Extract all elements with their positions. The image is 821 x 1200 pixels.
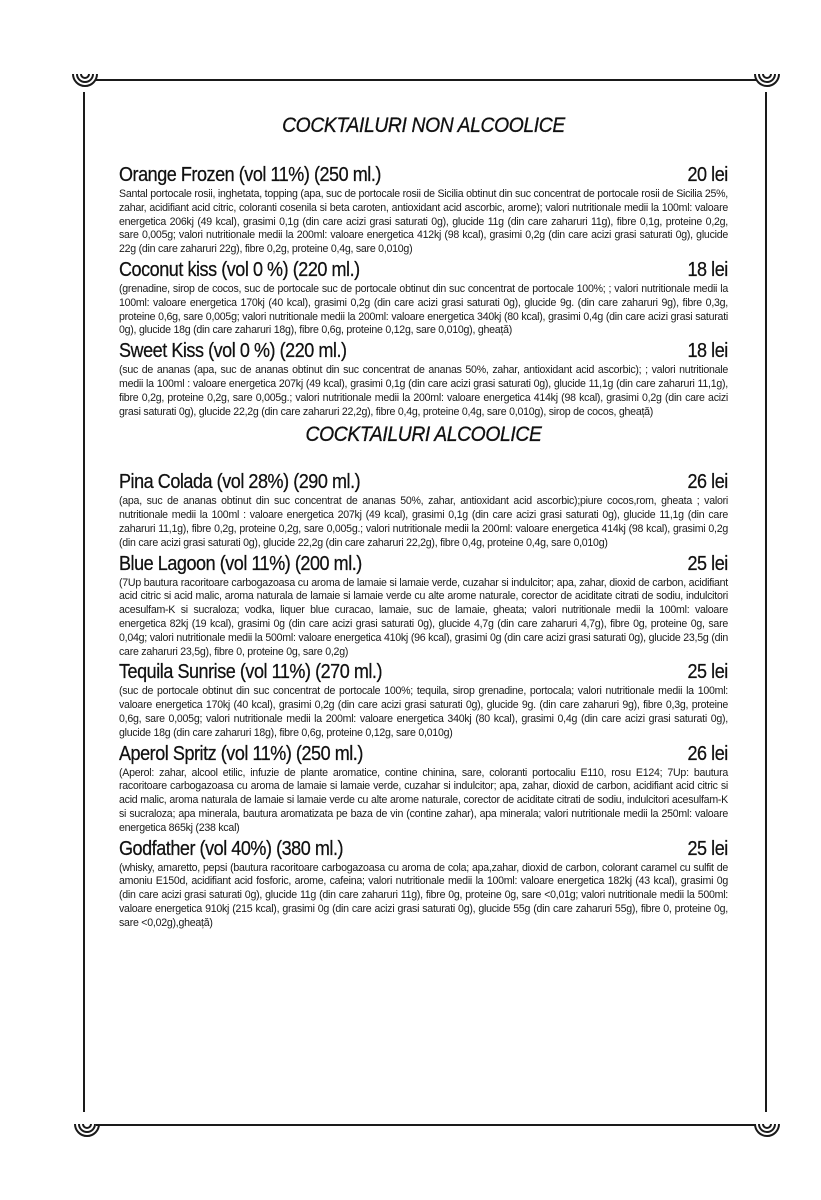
menu-item-sweet-kiss [119,340,728,419]
item-name: Tequila Sunrise (vol 11%) (270 ml.) [119,661,383,684]
menu-item-godfather [119,838,728,931]
frame-left-border [83,92,85,1112]
menu-item-blue-lagoon [119,553,728,660]
item-name: Pina Colada (vol 28%) (290 ml.) [119,471,361,494]
menu-item-aperol-spritz [119,743,728,836]
item-price: 26 lei [687,471,728,494]
item-price: 18 lei [687,258,728,281]
item-price: 26 lei [687,742,728,765]
frame-right-border [765,92,767,1112]
item-price: 25 lei [687,661,728,684]
corner-ornament-icon [750,1118,784,1142]
item-description: Santal portocale rosii, inghetata, topping (apa, suc de portocale rosii de Sicilia obtinut din suc concentrat de portocale rosii de Sicilia 25%, zahar, acidifiant acid citric, coloranti cosenila si beta caroten, antioxidant acid ascorbic, arome); valori nutritionale medii la 100ml: valoare energetica 206kj (49 kcal), grasimi 0,1g (din care acizi grasi saturati 0g), glucide 11g (din care zaharuri 11g), fibre 0,1g, proteine 0,2g, sare 0,005g; valori nutritionale medii la 200ml: valoare energetica 412kj (98 kcal), grasimi 0,2g (din care acizi grasi saturati 0g), glucide 22g (din care zaharuri 22g), fibre 0,2g, proteine 0,4g, sare 0,010g) [119,188,728,256]
corner-ornament-icon [68,68,102,92]
section-title-alcoholic: COCKTAILURI ALCOOLICE [305,423,542,447]
menu-item-tequila-sunrise [119,661,728,740]
item-description: (whisky, amaretto, pepsi (bautura racoritoare carbogazoasa cu aroma de cola; apa,zahar, dioxid de carbon, colorant caramel cu sulfit de amoniu E150d, acidifiant acid fosforic, arome, cafeina; valori nutritionale medii la 100ml: valoare energetica 182kj (43 kcal), grasimi 0g (din care acizi grasi saturati 0g), glucide 11g (din care zaharuri 11g), fibre 0g, proteine 0g, sare <0,01g; valori nutritionale medii la 500ml: valoare energetica 910kj (215 kcal), grasimi 0g (din care acizi grasi saturati 0g), glucide 55g (din care zaharuri 55g), fibre 0, proteine 0g, sare <0,02g),gheață) [119,861,728,929]
item-name: Blue Lagoon (vol 11%) (200 ml.) [119,552,362,575]
menu-item-pina-colada [119,471,728,550]
item-description: (suc de portocale obtinut din suc concentrat de portocale 100%; tequila, sirop grenadine, portocala; valori nutritionale medii la 100ml: valoare energetica 170kj (40 kcal), grasimi 0,2g (din care acizi grasi saturati 0g), glucide 9g. (din care zaharuri 9g), fibre 0,3g, proteine 0,6g, sare 0,005g; valori nutritionale medii la 200ml: valoare energetica 340kj (80 kcal), grasimi 0,4g (din care acizi grasi saturati 0g), glucide 18g (din care zaharuri 18g), fibre 0,6g, proteine 0,12g, sare 0,010g) [119,685,728,739]
item-price: 25 lei [687,552,728,575]
frame-top-border [96,79,756,81]
frame-bottom-border [96,1124,756,1126]
item-description: (7Up bautura racoritoare carbogazoasa cu aroma de lamaie si lamaie verde, cuzahar si indulcitor; apa, zahar, dioxid de carbon, acidifiant acid citric si acid malic, aroma naturala de lamaie si lamaie verde cu alte arome naturale, corector de aciditate citrati de sodiu, indulcitori acesulfam-K si sucraloza; vodka, liquer blue curacao, lamaie, suc de lamaie, gheata; valori nutritionale medii la 100ml: valoare energetica 82kj (19 kcal), grasimi 0g (din care acizi grasi saturati 0g), glucide 4,7g (din care zaharuri 4,7g), fibre 0g, proteine 0g, sare 0,04g; valori nutritionale medii la 500ml: valoare energetica 410kj (96 kcal), grasimi 0g (din care acizi grasi saturati 0g), glucide 23,5g (din care zaharuri 23,5g), fibre 0, proteine 0g, sare 0,2g) [119,576,728,658]
item-description: (grenadine, sirop de cocos, suc de portocale suc de portocale obtinut din suc concentrat de portocale 100%; ; valori nutritionale medii la 100ml: valoare energetica 170kj (40 kcal), grasimi 0,2g (din care acizi grasi saturati 0g), glucide 9g. (din care zaharuri 9g), fibre 0,3g, proteine 0,6g, sare 0,005g; valori nutritionale medii la 200ml: valoare energetica 340kj (80 kcal), grasimi 0,4g (din care acizi grasi saturati 0g), glucide 18g (din care zaharuri 18g), fibre 0,6g, proteine 0,12g, sare 0,010g), gheață) [119,282,728,337]
item-description: (apa, suc de ananas obtinut din suc concentrat de ananas 50%, zahar, antioxidant acid ascorbic);piure cocos,rom, gheata ; valori nutritionale medii la 100ml : valoare energetica 207kj (49 kcal), grasimi 0,1g (din care acizi grasi saturati 0g), glucide 11,1g (din care zaharuri 11,1g), fibre 0,2g, proteine 0,2g, sare 0,005g.; valori nutritionale medii la 200ml: valoare energetica 414kj (98 kcal), grasimi 0,2g (din care acizi grasi saturati 0g), glucide 22,2g (din care zaharuri 22,2g), fibre 0,4g, proteine 0,4g, sare 0,010g) [119,495,728,549]
section-title-non-alcoholic: COCKTAILURI NON ALCOOLICE [282,114,565,137]
item-name: Aperol Spritz (vol 11%) (250 ml.) [119,742,363,765]
item-name: Godfather (vol 40%) (380 ml.) [119,837,344,860]
item-price: 18 lei [687,340,728,363]
item-price: 25 lei [687,837,728,860]
item-description: (Aperol: zahar, alcool etilic, infuzie de plante aromatice, contine chinina, sare, coloranti portocaliu E110, rosu E124; 7Up: bautura racoritoare carbogazoasa cu aroma de lamaie si lamaie verde, cuzahar si indulcitor; apa, zahar, dioxid de carbon, acidifiant acid citric si acid malic, aroma naturala de lamaie si lamaie verde cu alte arome naturale, corector de aciditate citrati de sodiu, indulcitori acesulfam-K si sucraloza; apa minerala, bautura aromatizata pe baza de vin (contine zahar), apa minerala; valori nutritionale medii la 250ml: valoare energetica 865kj (238 kcal) [119,766,728,834]
item-name: Coconut kiss (vol 0 %) (220 ml.) [119,258,360,281]
menu-item-coconut-kiss [119,259,728,338]
menu-page [119,114,728,930]
corner-ornament-icon [70,1118,104,1142]
corner-ornament-icon [750,68,784,92]
item-name: Orange Frozen (vol 11%) (250 ml.) [119,164,381,186]
item-price: 20 lei [687,164,728,186]
menu-item-orange-frozen [119,164,728,257]
item-description: (suc de ananas (apa, suc de ananas obtinut din suc concentrat de ananas 50%, zahar, antioxidant acid ascorbic); ; valori nutritionale medii la 100ml : valoare energetica 207kj (49 kcal), grasimi 0,1g (din care acizi grasi saturati 0g), glucide 11,1g (din care zaharuri 11,1g), fibre 0,2g, proteine 0,2g, sare 0,005g.; valori nutritionale medii la 200ml: valoare energetica 414kj (98 kcal), grasimi 0,2g (din care acizi grasi saturati 0g), glucide 22,2g (din care zaharuri 22,2g), fibre 0,4g, proteine 0,4g, sare 0,010g), sirop de cocos, gheață) [119,364,728,418]
item-name: Sweet Kiss (vol 0 %) (220 ml.) [119,340,347,363]
